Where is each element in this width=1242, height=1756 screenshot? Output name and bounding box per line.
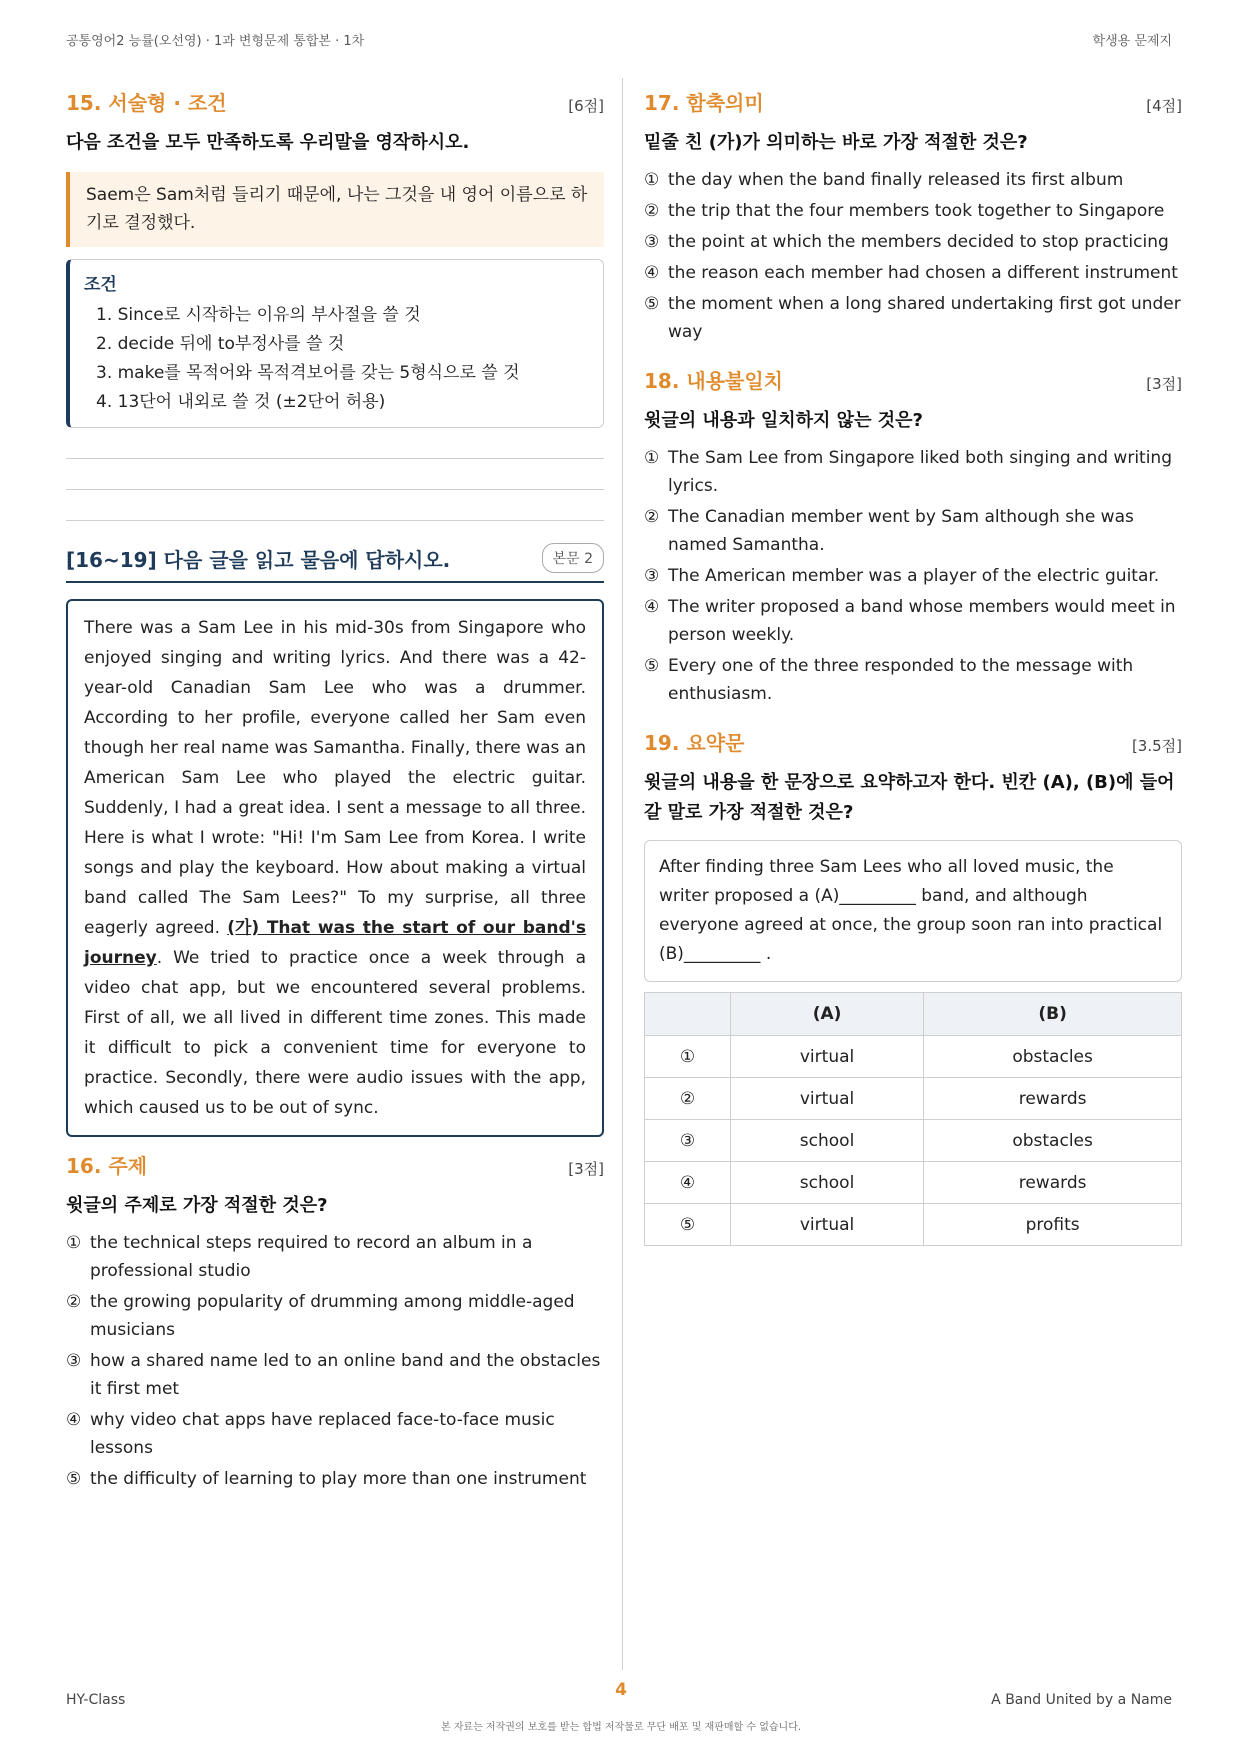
q17-option[interactable] (644, 290, 1182, 346)
condition-2: 2. decide 뒤에 to부정사를 쓸 것 (96, 334, 345, 354)
q18-option[interactable] (644, 444, 1182, 500)
table-cell: rewards (924, 1078, 1182, 1120)
option-text: the growing popularity of drumming among middle-aged musicians (90, 1292, 575, 1340)
table-cell: school (730, 1120, 923, 1162)
q15-number: 15. 서술형 · 조건 (66, 91, 227, 115)
question-17 (644, 88, 1182, 346)
q19-stem: 윗글의 내용을 한 문장으로 요약하고자 한다. 빈칸 (A), (B)에 들어갈 말로 가장 적절한 것은? (644, 772, 1175, 823)
q17-number: 17. 함축의미 (644, 91, 764, 115)
answer-line (66, 520, 604, 521)
table-cell: rewards (924, 1162, 1182, 1204)
left-column (66, 88, 604, 1496)
table-cell: virtual (730, 1204, 923, 1246)
q16-number: 16. 주제 (66, 1154, 148, 1178)
footer-right: A Band United by a Name (991, 1692, 1172, 1708)
table-header-cell: (B) (924, 993, 1182, 1036)
q18-number: 18. 내용불일치 (644, 369, 783, 393)
q17-points: [4점] (1146, 97, 1182, 115)
option-number: ⑤ (644, 656, 660, 676)
table-cell: ⑤ (645, 1204, 731, 1246)
table-header-cell: (A) (730, 993, 923, 1036)
table-cell: ① (645, 1036, 731, 1078)
section-title: [16~19] 다음 글을 읽고 물음에 답하시오. (66, 547, 451, 572)
q17-option[interactable] (644, 228, 1182, 256)
table-row[interactable] (645, 1204, 1182, 1246)
table-cell: school (730, 1162, 923, 1204)
option-number: ② (644, 507, 660, 527)
q15-korean-box: Saem은 Sam처럼 들리기 때문에, 나는 그것을 내 영어 이름으로 하기로 결정했다. (66, 172, 604, 247)
option-number: ③ (66, 1351, 82, 1371)
option-number: ① (644, 448, 660, 468)
passage-text-after: . We tried to practice once a week through a video chat app, but we encountered several problems. First of all, we all lived in different time zones. This made it difficult to pick a convenient time for everyone to practice. Secondly, there were audio issues with the app, which caused us to be out of sync. (84, 948, 586, 1118)
conditions-title: 조건 (84, 275, 117, 295)
header-right: 학생용 문제지 (1092, 34, 1172, 49)
option-text: The Sam Lee from Singapore liked both singing and writing lyrics. (668, 448, 1172, 496)
q18-option[interactable] (644, 562, 1182, 590)
q16-stem: 윗글의 주제로 가장 적절한 것은? (66, 1195, 328, 1216)
reading-passage (66, 599, 604, 1137)
q19-summary-box: After finding three Sam Lees who all loved music, the writer proposed a (A)_________ band, and although everyone agreed at once, the group soon ran into practical (B)_________ . (644, 840, 1182, 982)
q16-option[interactable] (66, 1229, 604, 1285)
table-header-row (645, 993, 1182, 1036)
q16-points: [3점] (568, 1160, 604, 1178)
copyright-notice: 본 자료는 저작권의 보호를 받는 합법 저작물로 무단 배포 및 재판매할 수 없습니다. (440, 1722, 802, 1733)
table-row[interactable] (645, 1036, 1182, 1078)
passage-underlined: (가) That was the start of our band's journey (84, 918, 586, 968)
option-number: ④ (66, 1410, 82, 1430)
option-text: why video chat apps have replaced face-to-face music lessons (90, 1410, 555, 1458)
option-text: the moment when a long shared undertaking first got under way (668, 294, 1181, 342)
option-text: The writer proposed a band whose members would meet in person weekly. (668, 597, 1176, 645)
footer-left: HY-Class (66, 1692, 126, 1708)
option-number: ⑤ (66, 1469, 82, 1489)
passage-badge: 본문 2 (542, 543, 604, 573)
q18-option[interactable] (644, 503, 1182, 559)
answer-line (66, 489, 604, 490)
q16-option[interactable] (66, 1288, 604, 1344)
condition-1: 1. Since로 시작하는 이유의 부사절을 쓸 것 (96, 305, 421, 325)
column-divider (622, 78, 623, 1670)
question-15 (66, 88, 604, 521)
option-text: the point at which the members decided to stop practicing (668, 232, 1169, 252)
table-cell: obstacles (924, 1036, 1182, 1078)
question-18 (644, 366, 1182, 708)
option-number: ① (644, 170, 660, 190)
answer-line (66, 458, 604, 459)
page-number: 4 (615, 1680, 627, 1700)
table-cell: obstacles (924, 1120, 1182, 1162)
q15-stem: 다음 조건을 모두 만족하도록 우리말을 영작하시오. (66, 132, 470, 153)
table-row[interactable] (645, 1078, 1182, 1120)
option-text: the reason each member had chosen a different instrument (668, 263, 1178, 283)
q18-option[interactable] (644, 593, 1182, 649)
option-number: ③ (644, 232, 660, 252)
option-number: ② (644, 201, 660, 221)
option-text: how a shared name led to an online band and the obstacles it first met (90, 1351, 601, 1399)
table-header-cell (645, 993, 731, 1036)
table-cell: profits (924, 1204, 1182, 1246)
table-cell: ② (645, 1078, 731, 1120)
q18-points: [3점] (1146, 375, 1182, 393)
table-cell: virtual (730, 1036, 923, 1078)
option-text: the technical steps required to record an album in a professional studio (90, 1233, 533, 1281)
q16-option[interactable] (66, 1465, 604, 1493)
header-left: 공통영어2 능률(오선영) · 1과 변형문제 통합본 · 1차 (66, 34, 365, 49)
question-19 (644, 728, 1182, 1246)
option-number: ① (66, 1233, 82, 1253)
q17-option[interactable] (644, 166, 1182, 194)
condition-3: 3. make를 목적어와 목적격보어를 갖는 5형식으로 쓸 것 (96, 363, 520, 383)
option-text: the difficulty of learning to play more than one instrument (90, 1469, 587, 1489)
answer-table (644, 992, 1182, 1246)
option-text: the day when the band finally released its first album (668, 170, 1124, 190)
section-header (66, 543, 604, 583)
q18-option[interactable] (644, 652, 1182, 708)
q15-points: [6점] (568, 97, 604, 115)
table-row[interactable] (645, 1162, 1182, 1204)
option-number: ③ (644, 566, 660, 586)
q19-points: [3.5점] (1131, 737, 1182, 755)
option-number: ② (66, 1292, 82, 1312)
option-text: Every one of the three responded to the message with enthusiasm. (668, 656, 1134, 704)
q16-option[interactable] (66, 1406, 604, 1462)
table-cell: ④ (645, 1162, 731, 1204)
q17-option[interactable] (644, 197, 1182, 225)
q16-option[interactable] (66, 1347, 604, 1403)
option-text: The American member was a player of the electric guitar. (668, 566, 1160, 586)
option-text: the trip that the four members took together to Singapore (668, 201, 1165, 221)
answer-lines (66, 458, 604, 521)
q15-conditions-box (66, 259, 604, 428)
table-cell: virtual (730, 1078, 923, 1120)
q17-stem: 밑줄 친 (가)가 의미하는 바로 가장 적절한 것은? (644, 132, 1028, 153)
option-number: ④ (644, 597, 660, 617)
passage-text-before: There was a Sam Lee in his mid-30s from Singapore who enjoyed singing and writing lyrics. And there was a 42-year-old Canadian Sam Lee who was a drummer. According to her profile, everyone called her Sam even though her real name was Samantha. Finally, there was an American Sam Lee who played the electric guitar. Suddenly, I had a great idea. I sent a message to all three. Here is what I wrote: "Hi! I'm Sam Lee from Korea. I write songs and play the keyboard. How about making a virtual band called The Sam Lees?" To my surprise, all three eagerly agreed. (84, 618, 586, 938)
question-16 (66, 1151, 604, 1493)
option-number: ④ (644, 263, 660, 283)
right-column (644, 88, 1182, 1246)
condition-4: 4. 13단어 내외로 쓸 것 (±2단어 허용) (96, 392, 386, 412)
table-cell: ③ (645, 1120, 731, 1162)
q19-number: 19. 요약문 (644, 731, 745, 755)
option-text: The Canadian member went by Sam although she was named Samantha. (668, 507, 1134, 555)
option-number: ⑤ (644, 294, 660, 314)
q18-stem: 윗글의 내용과 일치하지 않는 것은? (644, 410, 923, 431)
q17-option[interactable] (644, 259, 1182, 287)
table-row[interactable] (645, 1120, 1182, 1162)
